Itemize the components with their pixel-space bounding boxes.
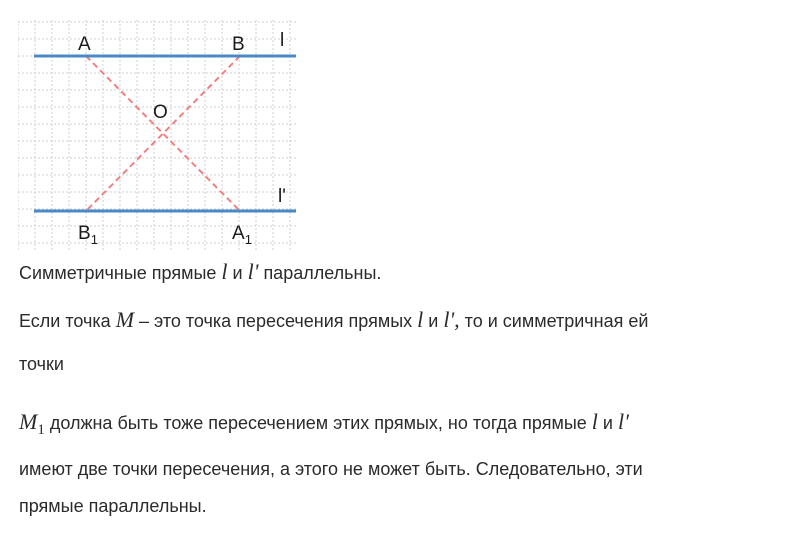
- paragraph-point-M: Если точка M – это точка пересечения прямых l и l', то и симметричная ей: [19, 307, 649, 332]
- paragraph-two-intersections: имеют две точки пересечения, а этого не может быть. Следовательно, эти: [19, 459, 643, 479]
- label-A: A: [78, 34, 91, 55]
- label-B1: $B_1$: [78, 223, 98, 247]
- label-l-prime: l': [278, 186, 286, 207]
- label-l: l: [280, 30, 285, 51]
- paragraph-conclusion: прямые параллельны.: [19, 496, 207, 516]
- paragraph-M1: $M_1$ должна быть тоже пересечением этих прямых, но тогда прямые l и l': [19, 409, 629, 438]
- paragraph-points: точки: [19, 354, 64, 374]
- geometry-figure: [18, 12, 308, 257]
- label-O: O: [153, 102, 168, 123]
- label-B: B: [232, 34, 245, 55]
- paragraph-parallel: Симметричные прямые l и l' параллельны.: [19, 259, 382, 284]
- label-A1: $A_1$: [232, 223, 252, 247]
